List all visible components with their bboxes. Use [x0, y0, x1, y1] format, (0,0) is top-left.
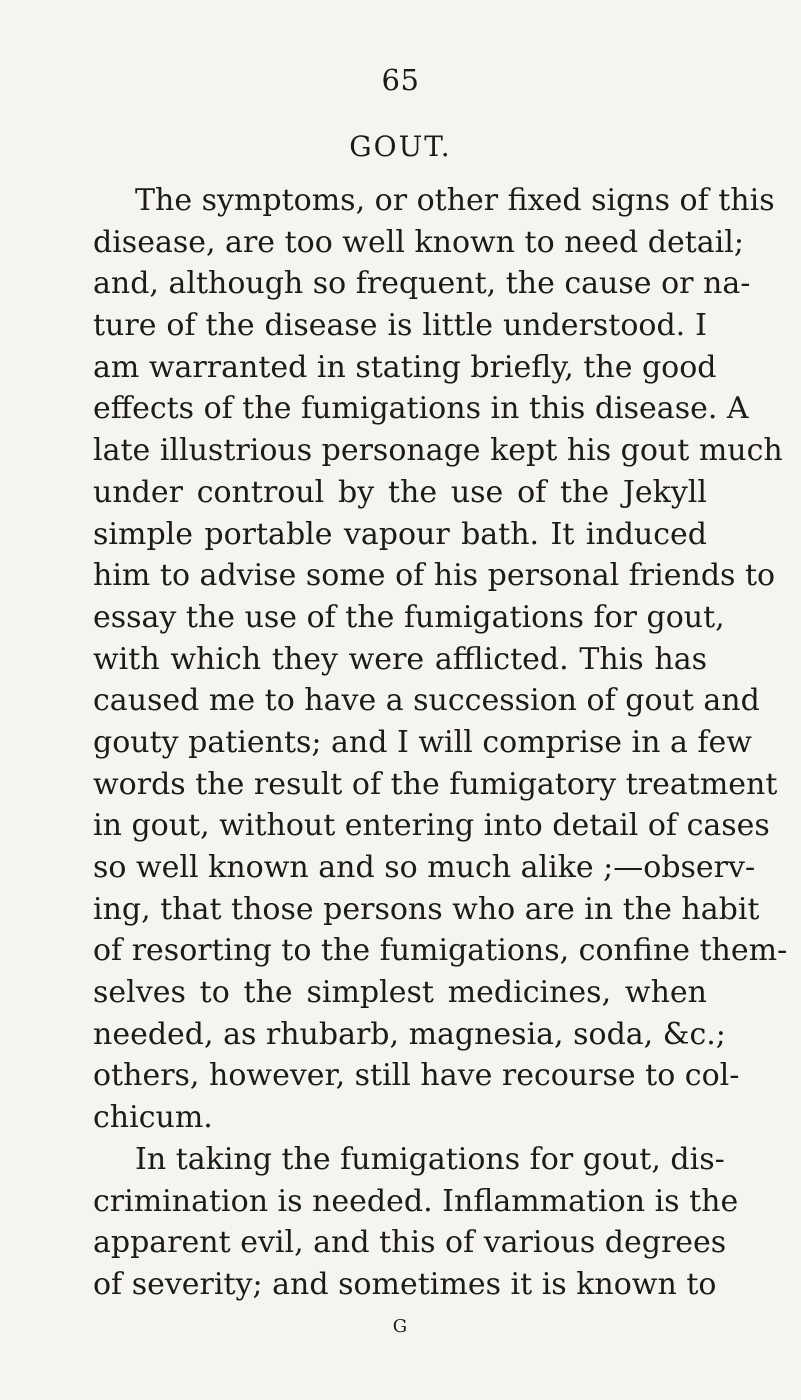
text-line: effects of the fumigations in this disease. A [93, 391, 749, 427]
text-line: with which they were afflicted. This has [93, 641, 707, 677]
text-line: under controul by the use of the Jekyll [93, 474, 707, 510]
text-line: in gout, without entering into detail of cases [93, 808, 770, 844]
text-line: ing, that those persons who are in the habit [93, 891, 760, 927]
text-line: am warranted in stating briefly, the good [93, 349, 717, 385]
text-line: gouty patients; and I will comprise in a few [93, 724, 752, 760]
text-line: so well known and so much alike ;—observ- [93, 850, 756, 885]
section-heading: GOUT. [349, 130, 452, 163]
text-line: selves to the simplest medicines, when [93, 975, 707, 1011]
text-line: essay the use of the fumigations for gout, [93, 599, 725, 635]
text-line: caused me to have a succession of gout and [93, 683, 760, 719]
text-line: chicum. [93, 1100, 213, 1136]
text-line: others, however, still have recourse to col- [93, 1058, 740, 1094]
body-text [93, 180, 788, 1306]
text-line: ture of the disease is little understood. I [93, 308, 707, 344]
text-line: apparent evil, and this of various degrees [93, 1225, 727, 1261]
page-number: 65 [381, 63, 420, 97]
text-line: disease, are too well known to need detail; [93, 224, 744, 260]
text-line: him to advise some of his personal friends to [93, 558, 776, 594]
signature-mark: G [392, 1316, 409, 1337]
text-line: crimination is needed. Inflammation is the [93, 1183, 739, 1219]
text-line: of resorting to the fumigations, confine them- [93, 933, 788, 969]
text-line: simple portable vapour bath. It induced [93, 516, 707, 552]
text-line: words the result of the fumigatory treatment [93, 766, 778, 802]
text-line: needed, as rhubarb, magnesia, soda, &c.; [93, 1016, 726, 1052]
text-line: and, although so frequent, the cause or na- [93, 266, 751, 302]
text-line: of severity; and sometimes it is known to [93, 1266, 717, 1302]
text-line: late illustrious personage kept his gout much [93, 433, 783, 469]
text-line: The symptoms, or other fixed signs of this [135, 183, 775, 218]
text-line: In taking the fumigations for gout, dis- [135, 1141, 725, 1177]
